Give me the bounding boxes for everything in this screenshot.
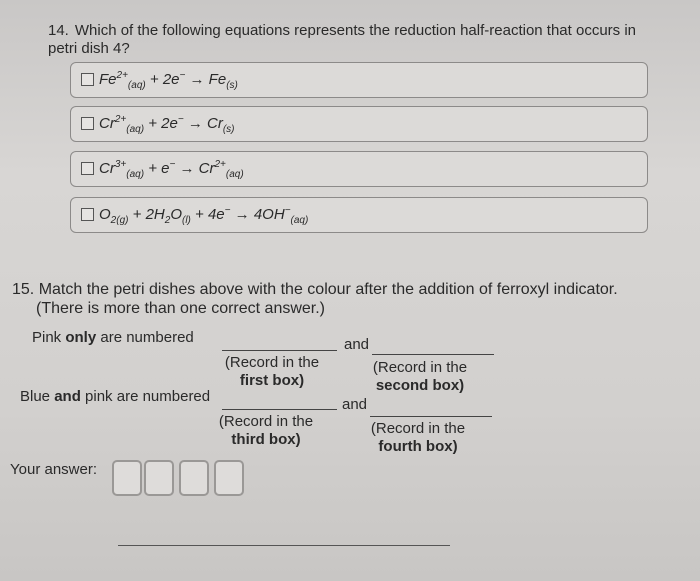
answer-box-3[interactable] xyxy=(179,460,209,496)
bottom-rule xyxy=(118,545,450,546)
answer-box-2[interactable] xyxy=(144,460,174,496)
question-text-line1: Match the petri dishes above with the colour after the addition of ferroxyl indicator. xyxy=(38,281,618,298)
blank-line-2 xyxy=(372,354,494,355)
record-fourth-box: (Record in the fourth box) xyxy=(370,420,466,455)
option-equation: $Fe^{2+}_{(aq)} + 2e^- \to Fe_{(s)}$ xyxy=(99,70,238,91)
blank-line-3 xyxy=(222,409,337,410)
checkbox[interactable] xyxy=(81,208,94,221)
record-first-box: (Record in the first box) xyxy=(224,354,320,389)
option-1[interactable] xyxy=(70,62,648,98)
question-14 xyxy=(48,22,648,58)
option-2[interactable] xyxy=(70,106,648,142)
blank-line-1 xyxy=(222,350,337,351)
option-equation: $O_{2(g)} + 2H_2O_{(l)} + 4e^- \to 4OH^-_{(aq)}$ xyxy=(99,205,309,226)
answer-box-4[interactable] xyxy=(214,460,244,496)
option-4[interactable] xyxy=(70,197,648,233)
question-15 xyxy=(12,280,692,318)
option-equation: $Cr^{3+}_{(aq)} + e^- \to Cr^{2+}_{(aq)}$ xyxy=(99,159,244,180)
record-second-box: (Record in the second box) xyxy=(372,359,468,394)
your-answer-label: Your answer: xyxy=(10,461,97,478)
option-equation: $Cr^{2+}_{(aq)} + 2e^- \to Cr_{(s)}$ xyxy=(99,114,235,135)
and-label-1: and xyxy=(344,336,370,353)
question-number: 14. xyxy=(48,22,69,39)
checkbox[interactable] xyxy=(81,117,94,130)
blank-line-4 xyxy=(370,416,492,417)
checkbox[interactable] xyxy=(81,162,94,175)
question-number: 15. xyxy=(12,281,35,298)
question-text-line2: (There is more than one correct answer.) xyxy=(36,300,326,317)
checkbox[interactable] xyxy=(81,73,94,86)
answer-box-1[interactable] xyxy=(112,460,142,496)
and-label-2: and xyxy=(342,396,368,413)
blue-and-pink-label: Blue and pink are numbered xyxy=(20,388,211,405)
record-third-box: (Record in the third box) xyxy=(218,413,314,448)
pink-only-label: Pink only are numbered xyxy=(32,329,194,346)
option-3[interactable] xyxy=(70,151,648,187)
question-text: Which of the following equations represents the reduction half-reaction that occurs in petri dish 4? xyxy=(48,22,637,57)
